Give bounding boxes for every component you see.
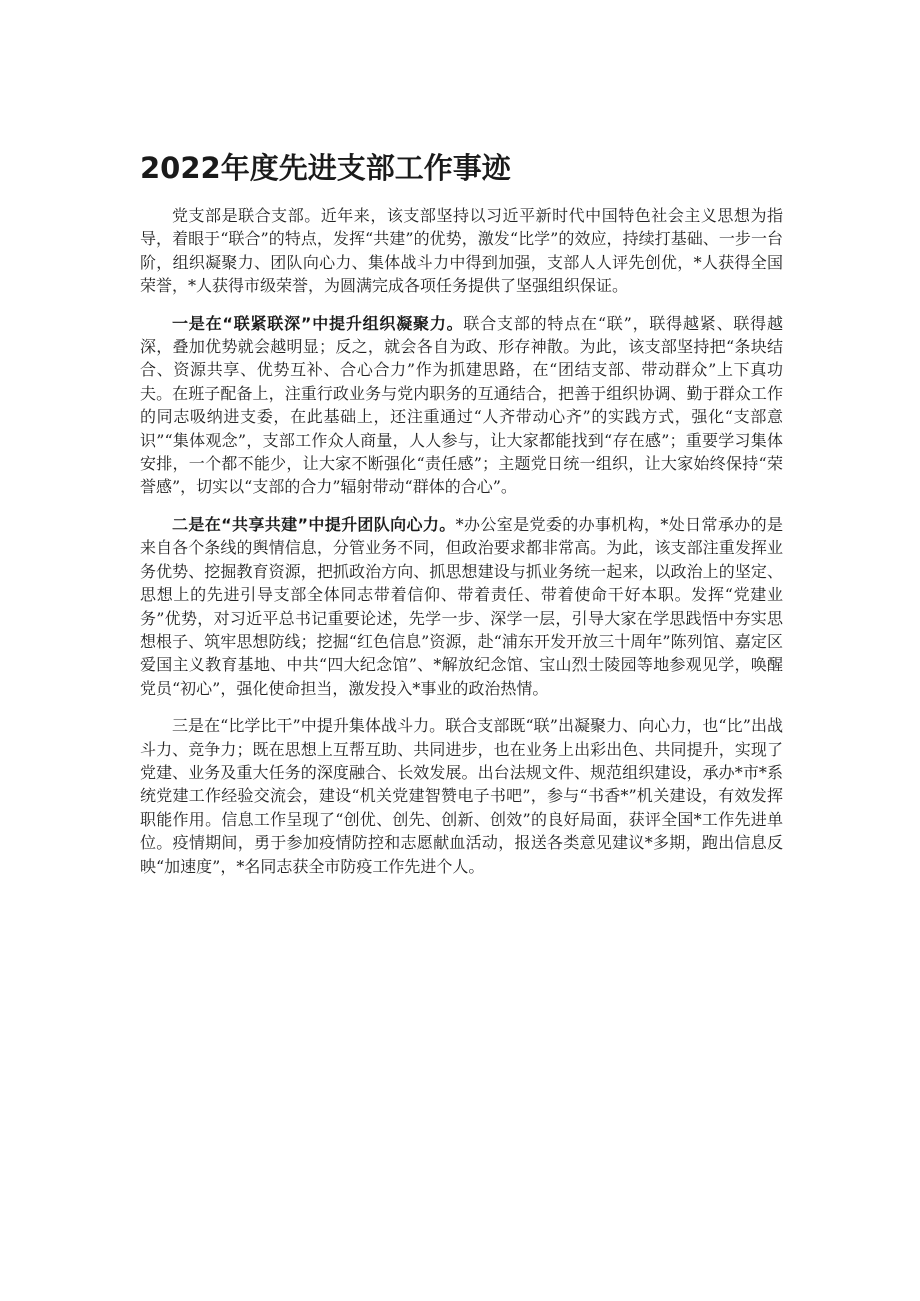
paragraph-point-three (140, 714, 783, 878)
paragraph-lead: 二是在“共享共建”中提升团队向心力。 (172, 514, 456, 534)
paragraph-point-two (140, 513, 783, 700)
paragraph-text: *办公室是党委的办事机构，*处日常承办的是来自各个条线的舆情信息，分管业务不同，但政治要求都非常高。为此，该支部注重发挥业务优势、挖掘教育资源，把抓政治方向、抓思想建设与抓业务统一起来，以政治上的坚定、思想上的先进引导支部全体同志带着信仰、带着责任、带着使命干好本职。发挥“党建业务”优势，对习近平总书记重要论述，先学一步、深学一层，引导大家在学思践悟中夯实思想根子、筑牢思想防线；挖掘“红色信息”资源，赴“浦东开发开放三十周年”陈列馆、嘉定区爱国主义教育基地、中共“四大纪念馆”、*解放纪念馆、宝山烈士陵园等地参观见学，唤醒党员“初心”，强化使命担当，激发投入*事业的政治热情。 (140, 514, 783, 698)
paragraph-point-one (140, 312, 783, 499)
paragraph-text: 三是在“比学比干”中提升集体战斗力。联合支部既“联”出凝聚力、向心力，也“比”出战斗力、竞争力；既在思想上互帮互助、共同进步，也在业务上出彩出色、共同提升，实现了党建、业务及重大任务的深度融合、长效发展。出台法规文件、规范组织建设，承办*市*系统党建工作经验交流会，建设“机关党建智赞电子书吧”，参与“书香*”机关建设，有效发挥职能作用。信息工作呈现了“创优、创先、创新、创效”的良好局面，获评全国*工作先进单位。疫情期间，勇于参加疫情防控和志愿献血活动，报送各类意见建议*多期，跑出信息反映“加速度”，*名同志获全市防疫工作先进个人。 (140, 716, 783, 876)
paragraph-lead: 一是在“联紧联深”中提升组织凝聚力。 (172, 313, 464, 333)
paragraph-text: 党支部是联合支部。近年来，该支部坚持以习近平新时代中国特色社会主义思想为指导，着眼于“联合”的特点，发挥“共建”的优势，激发“比学”的效应，持续打基础、一步一台阶，组织凝聚力、团队向心力、集体战斗力中得到加强，支部人人评先创优，*人获得全国荣誉，*人获得市级荣誉，为圆满完成各项任务提供了坚强组织保证。 (140, 206, 783, 296)
document-title: 2022年度先进支部工作事迹 (140, 151, 511, 185)
document-body (140, 204, 783, 892)
paragraph-intro (140, 204, 783, 298)
paragraph-text: 联合支部的特点在“联”，联得越紧、联得越深，叠加优势就会越明显；反之，就会各自为政、形存神散。为此，该支部坚持把“条块结合、资源共享、优势互补、合心合力”作为抓建思路，在“团结支部、带动群众”上下真功夫。在班子配备上，注重行政业务与党内职务的互通结合，把善于组织协调、勤于群众工作的同志吸纳进支委，在此基础上，还注重通过“人齐带动心齐”的实践方式，强化“支部意识”“集体观念”，支部工作众人商量，人人参与，让大家都能找到“存在感”；重要学习集体安排，一个都不能少，让大家不断强化“责任感”；主题党日统一组织，让大家始终保持“荣誉感”，切实以“支部的合力”辐射带动“群体的合心”。 (140, 313, 783, 497)
